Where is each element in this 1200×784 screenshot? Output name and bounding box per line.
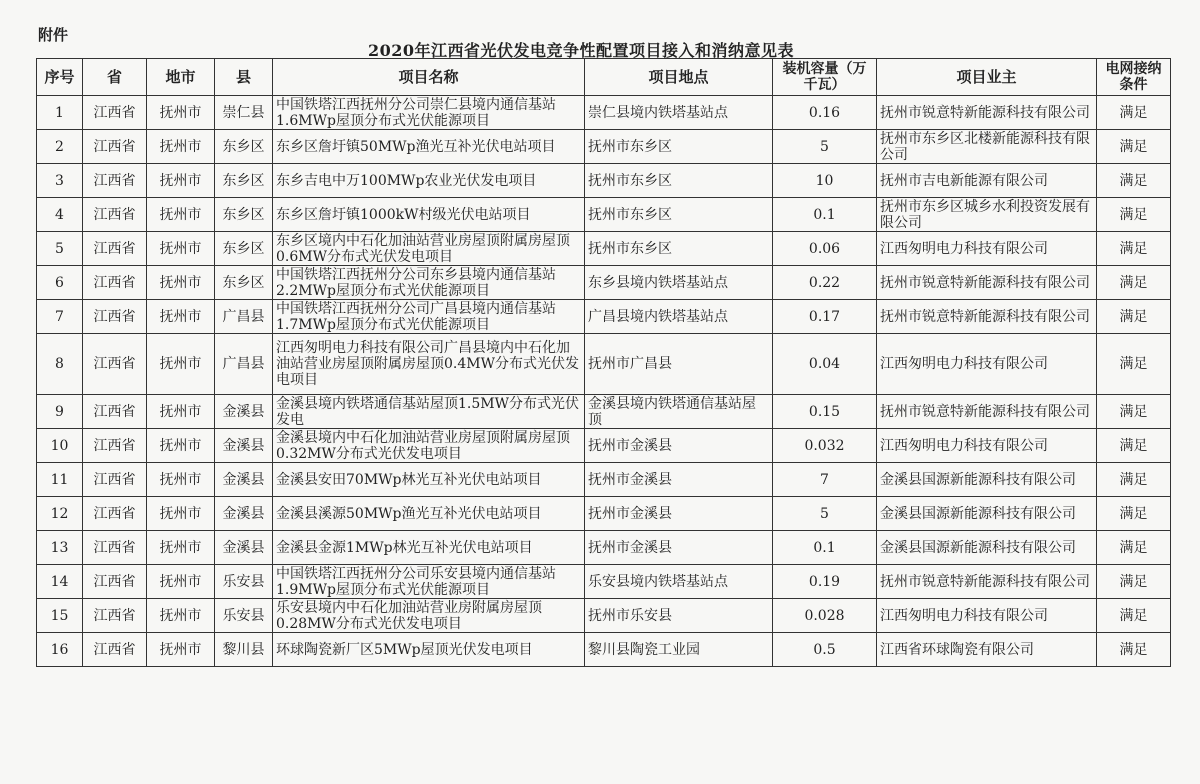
cell-condition: 满足 (1097, 463, 1171, 497)
cell-city: 抚州市 (147, 395, 215, 429)
cell-city: 抚州市 (147, 334, 215, 395)
cell-owner: 抚州市锐意特新能源科技有限公司 (877, 565, 1097, 599)
cell-project-name: 东乡吉电中万100MWp农业光伏发电项目 (273, 164, 585, 198)
col-header-city: 地市 (147, 59, 215, 96)
cell-condition: 满足 (1097, 429, 1171, 463)
table-row (37, 429, 1171, 463)
cell-province: 江西省 (83, 429, 147, 463)
cell-county: 金溪县 (215, 395, 273, 429)
cell-condition: 满足 (1097, 266, 1171, 300)
cell-location: 抚州市金溪县 (585, 531, 773, 565)
cell-no: 15 (37, 599, 83, 633)
cell-owner: 抚州市吉电新能源有限公司 (877, 164, 1097, 198)
col-header-province: 省 (83, 59, 147, 96)
cell-no: 2 (37, 130, 83, 164)
cell-county: 金溪县 (215, 497, 273, 531)
cell-city: 抚州市 (147, 232, 215, 266)
cell-city: 抚州市 (147, 130, 215, 164)
cell-condition: 满足 (1097, 300, 1171, 334)
cell-owner: 江西匆明电力科技有限公司 (877, 334, 1097, 395)
table-row (37, 565, 1171, 599)
cell-owner: 抚州市锐意特新能源科技有限公司 (877, 395, 1097, 429)
cell-province: 江西省 (83, 266, 147, 300)
cell-county: 乐安县 (215, 565, 273, 599)
cell-condition: 满足 (1097, 96, 1171, 130)
cell-condition: 满足 (1097, 334, 1171, 395)
cell-city: 抚州市 (147, 300, 215, 334)
cell-condition: 满足 (1097, 164, 1171, 198)
table-row (37, 130, 1171, 164)
cell-location: 抚州市金溪县 (585, 463, 773, 497)
cell-city: 抚州市 (147, 599, 215, 633)
cell-province: 江西省 (83, 497, 147, 531)
cell-capacity: 0.06 (773, 232, 877, 266)
cell-project-name: 金溪县安田70MWp林光互补光伏电站项目 (273, 463, 585, 497)
cell-province: 江西省 (83, 463, 147, 497)
cell-location: 乐安县境内铁塔基站点 (585, 565, 773, 599)
table-row (37, 232, 1171, 266)
cell-capacity: 0.028 (773, 599, 877, 633)
cell-project-name: 中国铁塔江西抚州分公司广昌县境内通信基站1.7MWp屋顶分布式光伏能源项目 (273, 300, 585, 334)
cell-county: 黎川县 (215, 633, 273, 667)
cell-capacity: 0.19 (773, 565, 877, 599)
cell-no: 16 (37, 633, 83, 667)
cell-location: 抚州市广昌县 (585, 334, 773, 395)
cell-condition: 满足 (1097, 497, 1171, 531)
cell-province: 江西省 (83, 130, 147, 164)
col-header-no: 序号 (37, 59, 83, 96)
col-header-owner: 项目业主 (877, 59, 1097, 96)
cell-province: 江西省 (83, 565, 147, 599)
cell-capacity: 0.032 (773, 429, 877, 463)
cell-province: 江西省 (83, 198, 147, 232)
cell-city: 抚州市 (147, 463, 215, 497)
cell-condition: 满足 (1097, 198, 1171, 232)
table-header (37, 59, 1171, 96)
cell-location: 抚州市东乡区 (585, 198, 773, 232)
cell-no: 12 (37, 497, 83, 531)
cell-city: 抚州市 (147, 266, 215, 300)
cell-project-name: 东乡区詹圩镇50MWp渔光互补光伏电站项目 (273, 130, 585, 164)
cell-capacity: 5 (773, 497, 877, 531)
cell-project-name: 中国铁塔江西抚州分公司崇仁县境内通信基站1.6MWp屋顶分布式光伏能源项目 (273, 96, 585, 130)
cell-owner: 金溪县国源新能源科技有限公司 (877, 497, 1097, 531)
cell-location: 崇仁县境内铁塔基站点 (585, 96, 773, 130)
cell-province: 江西省 (83, 96, 147, 130)
cell-no: 1 (37, 96, 83, 130)
table-row (37, 164, 1171, 198)
cell-condition: 满足 (1097, 599, 1171, 633)
cell-capacity: 0.04 (773, 334, 877, 395)
col-header-county: 县 (215, 59, 273, 96)
cell-project-name: 江西匆明电力科技有限公司广昌县境内中石化加油站营业房屋顶附属房屋顶0.4MW分布式光伏发电项目 (273, 334, 585, 395)
cell-location: 抚州市东乡区 (585, 232, 773, 266)
cell-county: 金溪县 (215, 531, 273, 565)
cell-capacity: 0.15 (773, 395, 877, 429)
table-row (37, 198, 1171, 232)
table-row (37, 463, 1171, 497)
cell-capacity: 0.1 (773, 531, 877, 565)
cell-capacity: 5 (773, 130, 877, 164)
col-header-name: 项目名称 (273, 59, 585, 96)
cell-capacity: 10 (773, 164, 877, 198)
cell-no: 13 (37, 531, 83, 565)
cell-capacity: 0.17 (773, 300, 877, 334)
cell-location: 黎川县陶瓷工业园 (585, 633, 773, 667)
cell-city: 抚州市 (147, 96, 215, 130)
project-table (36, 58, 1171, 667)
cell-city: 抚州市 (147, 531, 215, 565)
cell-owner: 抚州市东乡区城乡水利投资发展有限公司 (877, 198, 1097, 232)
cell-city: 抚州市 (147, 565, 215, 599)
cell-location: 抚州市乐安县 (585, 599, 773, 633)
cell-province: 江西省 (83, 164, 147, 198)
cell-city: 抚州市 (147, 497, 215, 531)
cell-county: 东乡区 (215, 130, 273, 164)
cell-owner: 江西匆明电力科技有限公司 (877, 599, 1097, 633)
cell-owner: 金溪县国源新能源科技有限公司 (877, 463, 1097, 497)
cell-location: 抚州市东乡区 (585, 164, 773, 198)
table-row (37, 531, 1171, 565)
cell-project-name: 金溪县境内中石化加油站营业房屋顶附属房屋顶0.32MW分布式光伏发电项目 (273, 429, 585, 463)
cell-location: 抚州市金溪县 (585, 497, 773, 531)
header-row (37, 59, 1171, 96)
cell-no: 4 (37, 198, 83, 232)
cell-province: 江西省 (83, 300, 147, 334)
attachment-label: 附件 (38, 26, 69, 44)
table-title: 2020年江西省光伏发电竞争性配置项目接入和消纳意见表 (368, 41, 795, 60)
cell-condition: 满足 (1097, 232, 1171, 266)
cell-province: 江西省 (83, 232, 147, 266)
table-row (37, 334, 1171, 395)
cell-condition: 满足 (1097, 633, 1171, 667)
cell-condition: 满足 (1097, 395, 1171, 429)
cell-project-name: 乐安县境内中石化加油站营业房附属房屋顶0.28MW分布式光伏发电项目 (273, 599, 585, 633)
table-row (37, 633, 1171, 667)
cell-county: 金溪县 (215, 463, 273, 497)
cell-owner: 江西省环球陶瓷有限公司 (877, 633, 1097, 667)
cell-county: 乐安县 (215, 599, 273, 633)
cell-condition: 满足 (1097, 565, 1171, 599)
cell-owner: 江西匆明电力科技有限公司 (877, 232, 1097, 266)
cell-province: 江西省 (83, 633, 147, 667)
cell-province: 江西省 (83, 599, 147, 633)
cell-province: 江西省 (83, 395, 147, 429)
cell-county: 东乡区 (215, 198, 273, 232)
cell-project-name: 环球陶瓷新厂区5MWp屋顶光伏发电项目 (273, 633, 585, 667)
cell-project-name: 中国铁塔江西抚州分公司东乡县境内通信基站2.2MWp屋顶分布式光伏能源项目 (273, 266, 585, 300)
cell-capacity: 0.1 (773, 198, 877, 232)
cell-owner: 抚州市锐意特新能源科技有限公司 (877, 266, 1097, 300)
cell-no: 14 (37, 565, 83, 599)
cell-county: 东乡区 (215, 232, 273, 266)
cell-project-name: 东乡区詹圩镇1000kW村级光伏电站项目 (273, 198, 585, 232)
cell-no: 5 (37, 232, 83, 266)
table-row (37, 266, 1171, 300)
cell-condition: 满足 (1097, 130, 1171, 164)
cell-project-name: 金溪县金源1MWp林光互补光伏电站项目 (273, 531, 585, 565)
table-body (37, 96, 1171, 667)
cell-city: 抚州市 (147, 429, 215, 463)
cell-capacity: 0.5 (773, 633, 877, 667)
cell-capacity: 0.16 (773, 96, 877, 130)
col-header-location: 项目地点 (585, 59, 773, 96)
cell-county: 东乡区 (215, 164, 273, 198)
cell-project-name: 金溪县境内铁塔通信基站屋顶1.5MW分布式光伏发电 (273, 395, 585, 429)
cell-owner: 抚州市东乡区北楼新能源科技有限公司 (877, 130, 1097, 164)
cell-province: 江西省 (83, 531, 147, 565)
cell-city: 抚州市 (147, 633, 215, 667)
cell-condition: 满足 (1097, 531, 1171, 565)
cell-county: 东乡区 (215, 266, 273, 300)
cell-owner: 抚州市锐意特新能源科技有限公司 (877, 96, 1097, 130)
cell-capacity: 0.22 (773, 266, 877, 300)
cell-no: 8 (37, 334, 83, 395)
cell-owner: 金溪县国源新能源科技有限公司 (877, 531, 1097, 565)
cell-owner: 抚州市锐意特新能源科技有限公司 (877, 300, 1097, 334)
table-row (37, 96, 1171, 130)
cell-location: 广昌县境内铁塔基站点 (585, 300, 773, 334)
table-row (37, 599, 1171, 633)
cell-no: 10 (37, 429, 83, 463)
cell-location: 金溪县境内铁塔通信基站屋顶 (585, 395, 773, 429)
cell-no: 3 (37, 164, 83, 198)
cell-city: 抚州市 (147, 198, 215, 232)
cell-project-name: 东乡区境内中石化加油站营业房屋顶附属房屋顶0.6MW分布式光伏发电项目 (273, 232, 585, 266)
table-row (37, 395, 1171, 429)
cell-project-name: 中国铁塔江西抚州分公司乐安县境内通信基站1.9MWp屋顶分布式光伏能源项目 (273, 565, 585, 599)
cell-county: 广昌县 (215, 334, 273, 395)
cell-city: 抚州市 (147, 164, 215, 198)
col-header-capacity: 装机容量（万千瓦） (773, 59, 877, 96)
cell-county: 崇仁县 (215, 96, 273, 130)
cell-no: 7 (37, 300, 83, 334)
cell-no: 6 (37, 266, 83, 300)
cell-project-name: 金溪县溪源50MWp渔光互补光伏电站项目 (273, 497, 585, 531)
table-row (37, 497, 1171, 531)
cell-no: 11 (37, 463, 83, 497)
cell-location: 抚州市东乡区 (585, 130, 773, 164)
cell-owner: 江西匆明电力科技有限公司 (877, 429, 1097, 463)
table-row (37, 300, 1171, 334)
cell-location: 东乡县境内铁塔基站点 (585, 266, 773, 300)
cell-county: 广昌县 (215, 300, 273, 334)
col-header-condition: 电网接纳条件 (1097, 59, 1171, 96)
cell-county: 金溪县 (215, 429, 273, 463)
cell-capacity: 7 (773, 463, 877, 497)
cell-no: 9 (37, 395, 83, 429)
cell-province: 江西省 (83, 334, 147, 395)
cell-location: 抚州市金溪县 (585, 429, 773, 463)
